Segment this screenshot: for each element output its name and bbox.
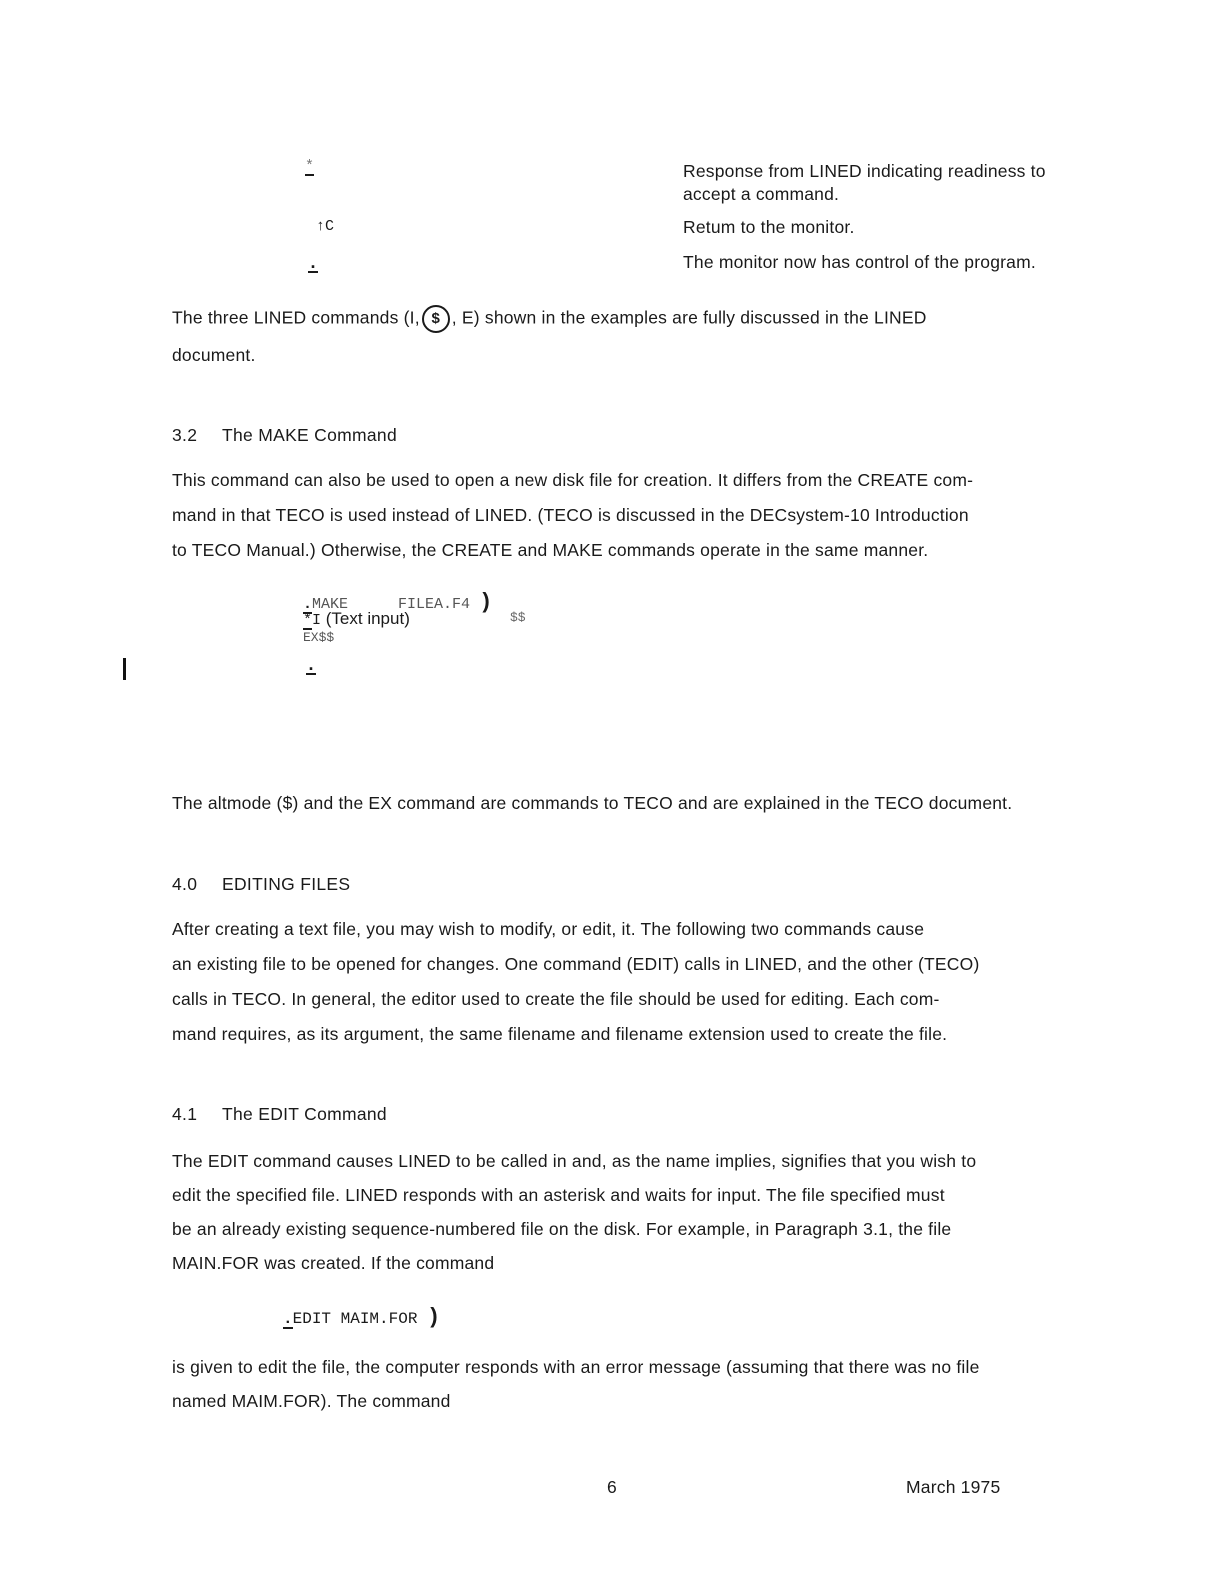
make-line-3: EX$$ [303,630,335,645]
body-line: to TECO Manual.) Otherwise, the CREATE and MAKE commands operate in the same manner. [172,540,929,560]
body-line: The EDIT command causes LINED to be called in and, as the name implies, signifies that you wish to [172,1151,977,1171]
body-line: calls in TECO. In general, the editor used to create the file should be used for editing. Each com- [172,989,940,1009]
carriage-return-icon: ) [427,1305,441,1330]
example-desc-2: Retum to the monitor. [683,217,855,237]
example-monitor-prompt: . [308,252,318,273]
page-number: 6 [607,1477,617,1497]
paragraph-three-commands-line2: document. [172,345,256,365]
final-line-1: is given to edit the file, the computer responds with an error message (assuming that there was no file [172,1357,980,1377]
body-line: After creating a text file, you may wish to modify, or edit, it. The following two commands cause [172,919,925,939]
body-line: mand in that TECO is used instead of LINED. (TECO is discussed in the DECsystem-10 Introduction [172,505,969,525]
example-prompt-asterisk: * [305,158,315,175]
body-line: MAIN.FOR was created. If the command [172,1253,495,1273]
carriage-return-icon: ) [479,590,493,615]
circled-dollar-icon: $ [422,305,450,333]
edit-example: .EDIT MAIM.FOR ) [283,1305,441,1330]
make-line-4: . [306,654,316,675]
paragraph-altmode: The altmode ($) and the EX command are commands to TECO and are explained in the TECO document. [172,793,1013,813]
change-bar [123,658,126,680]
body-line: be an already existing sequence-numbered file on the disk. For example, in Paragraph 3.1, the file [172,1219,952,1239]
make-line-2: *I (Text input) [303,609,410,629]
make-line-2-end: $$ [510,610,526,625]
body-line: This command can also be used to open a new disk file for creation. It differs from the CREATE com- [172,470,974,490]
body-line: an existing file to be opened for changes. One command (EDIT) calls in LINED, and the other (TECO) [172,954,980,974]
footer-date: March 1975 [906,1477,1001,1497]
paragraph-three-commands: The three LINED commands (I, $ , E) shown in the examples are fully discussed in the LINED [172,305,927,333]
example-desc-1: Response from LINED indicating readiness to accept a command. [683,161,1046,204]
section-heading-4-1: 4.1 The EDIT Command [172,1104,387,1124]
example-desc-3: The monitor now has control of the program. [683,252,1036,272]
section-heading-3-2: 3.2 The MAKE Command [172,425,397,445]
body-line: edit the specified file. LINED responds with an asterisk and waits for input. The file specified must [172,1185,945,1205]
make-line-1: .MAKE FILEA.F4 ) [303,590,493,615]
example-control-c: ↑C [316,218,335,235]
final-line-2: named MAIM.FOR). The command [172,1391,451,1411]
section-heading-4-0: 4.0 EDITING FILES [172,874,351,894]
body-line: mand requires, as its argument, the same filename and filename extension used to create the file. [172,1024,948,1044]
